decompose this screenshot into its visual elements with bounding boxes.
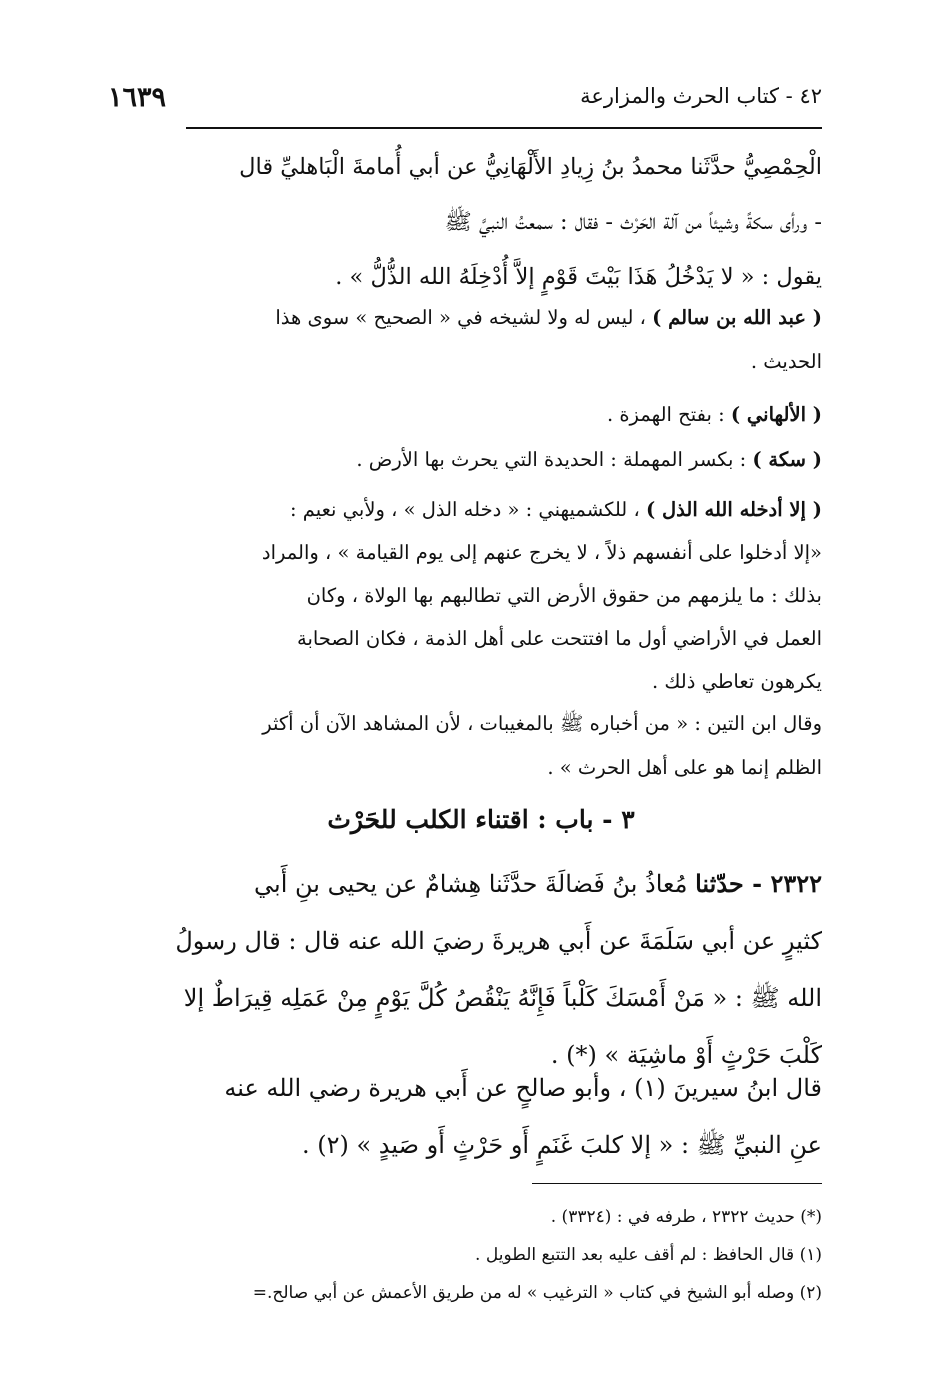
footnote: (*) حديث ٢٣٢٢ ، طرفه في : (٣٣٢٤) . [550, 1207, 822, 1227]
text-line: يقول : « لا يَدْخُلُ هَذَا بَيْتَ قَوْمٍ إلاَّ أُدْخِلَهُ الله الذُّلُّ » . [335, 264, 822, 290]
text-line: الله ﷺ : « مَنْ أَمْسَكَ كَلْباً فَإِنَّهُ يَنْقُصُ كُلَّ يَوْمٍ مِنْ عَمَلِه قِيرَاطٌ إلا [183, 984, 822, 1012]
ibn-sirin-paragraph [140, 1060, 822, 1174]
footnote: (١) قال الحافظ : لم أقف عليه بعد التتبع الطويل . [475, 1245, 822, 1265]
hadith-number: ٢٣٢٢ - حدّثنا [695, 869, 822, 898]
running-chapter-title: ٤٢ - كتاب الحرث والمزارعة [580, 84, 822, 108]
footnote-rule [532, 1183, 822, 1184]
note-text: ، ليس له ولا لشيخه في « الصحيح » سوى هذا [275, 306, 653, 329]
text-line [140, 855, 822, 913]
text-line: عنِ النبيِّ ﷺ : « إلا كلبَ غَنَمٍ أَو حَرْثٍ أَو صَيدٍ » (٢) . [301, 1131, 822, 1159]
header-rule [186, 127, 822, 129]
note-text: : بفتح الهمزة . [606, 403, 731, 426]
sikka-note [140, 438, 822, 482]
text-line: الحديث . [750, 350, 822, 373]
narrator-note [140, 296, 822, 384]
text-line: «إلا أدخلوا على أنفسهم ذلاً ، لا يخرج عنهم إلى يوم القيامة » ، والمراد [261, 541, 822, 564]
text-line [140, 296, 822, 340]
text-line [140, 393, 822, 437]
note-text: ، للكشميهني : « دخله الذل » ، ولأبي نعيم : [290, 498, 646, 521]
note-term: ( عبد الله بن سالم ) [652, 306, 822, 329]
dhull-note [140, 488, 822, 703]
footnote: (٢) وصله أبو الشيخ في كتاب « الترغيب » له من طريق الأعمش عن أبي صالح.= [252, 1283, 822, 1303]
text-line: بذلك : ما يلزمهم من حقوق الأرض التي تطالبهم بها الولاة ، وكان [306, 584, 822, 607]
text-line: يكرهون تعاطي ذلك . [651, 670, 822, 693]
text-line: وقال ابن التين : « من أخباره ﷺ بالمغيبات ، لأن المشاهد الآن أن أكثر [262, 712, 822, 735]
text-line [140, 438, 822, 482]
note-term: ( إلا أدخله الله الذل ) [645, 498, 822, 521]
hadith-2322 [140, 855, 822, 1084]
alhani-note [140, 393, 822, 437]
page-header [108, 82, 822, 122]
text-line [140, 488, 822, 531]
hadith-text-start: مُعاذُ بنُ فَضالَةَ حدَّثَنا هِشامٌ عن يحيى بنِ أَبي [254, 870, 696, 898]
text-line: قال ابنُ سيرينَ (١) ، وأبو صالحٍ عن أَبي هريرة رضي الله عنه [224, 1074, 822, 1102]
text-line: الظلم إنما هو على أهل الحرث » . [547, 756, 822, 779]
footnotes [120, 1198, 822, 1312]
text-line: العمل في الأراضي أول ما افتتحت على أهل الذمة ، فكان الصحابة [296, 627, 822, 650]
ibn-tin-note [140, 702, 822, 790]
note-term: ( سكة ) [752, 448, 822, 471]
note-text: : بكسر المهملة : الحديدة التي يحرث بها الأرض . [356, 448, 753, 471]
hadith-text [140, 140, 822, 305]
text-line: - ورأى سكةً وشيئاً من آلة الحَرْث - فقال : سمعتُ النبيَّ ﷺ [444, 209, 822, 235]
text-line: كثيرٍ عن أبي سَلَمَةَ عن أَبي هريرةَ رضيَ الله عنه قال : قال رسولُ [175, 927, 822, 955]
note-term: ( الألهاني ) [730, 403, 822, 426]
page-number: ١٦٣٩ [108, 82, 167, 113]
text-line: كَلْبَ حَرْثٍ أَوْ ماشِيَة » (*) . [550, 1041, 822, 1069]
text-line: الْحِمْصِيُّ حدَّثَنا محمدُ بنُ زِيادِ الأَلْهَانِيُّ عن أبي أُمامةَ الْبَاهليِّ قال [239, 154, 822, 180]
chapter-heading: ٣ - باب : اقتناء الكلب للحَرْث [327, 805, 635, 834]
